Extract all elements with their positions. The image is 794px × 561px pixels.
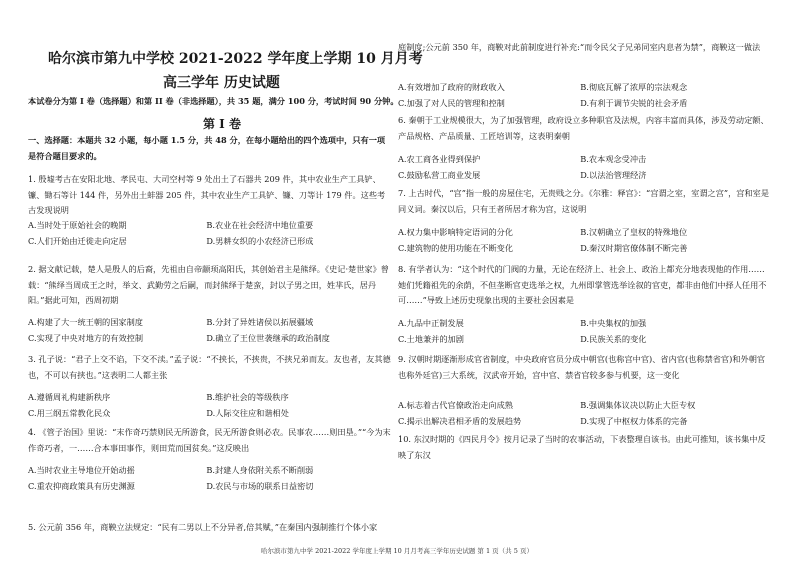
question-7-options (398, 225, 770, 256)
option: D.男耕女织的小农经济已形成 (206, 235, 314, 246)
option: A.当时处于原始社会的晚期 (28, 220, 127, 230)
option: D.农民与市场的联系日益密切 (206, 480, 314, 491)
question-5-options (398, 80, 770, 111)
option: D.人际交往应和谐相处 (206, 407, 289, 418)
option: D.秦汉时期官僚体制不断完善 (580, 242, 688, 253)
option: B.分封了异姓诸侯以拓展疆域 (206, 317, 314, 327)
option: D.以法治管理经济 (580, 169, 647, 180)
question-9: 9. 汉朝时期逐渐形成官省制度，中央政府官员分成中朝官(也称宫中官)、省内官(也称禁省官)和外朝官也称外廷官)三大系统，汉武帝开始，宫中官、禁省官较多参与机要，这一变化 (398, 354, 766, 380)
page-footer: 哈尔滨市第九中学 2021-2022 学年度上学期 10 月月考高三学年历史试题 第 1 页（共 5 页） (261, 547, 533, 555)
option: B.中央集权的加强 (580, 318, 647, 328)
option: C.用三纲五常教化民众 (28, 407, 111, 418)
question-8-options (398, 316, 770, 347)
question-10: 10. 东汉时期的《四民月令》按月记录了当时的农事活动，下表整理自该书。由此可推知，该书集中反映了东汉 (398, 434, 766, 460)
option: B.农本观念受冲击 (580, 154, 647, 164)
option: C.实现了中央对地方的有效控制 (28, 332, 144, 343)
question-2: 2. 据文献记载，楚人是殷人的后裔，先祖由自帝颛顼高阳氏，其创始君主是熊绎。《史记·楚世家》曾载：“熊绎当周成王之时，举文、武勤劳之后嗣，而封熊绎于楚蛮，封以子男之田，姓芈氏，居丹阳。”据此可知，西周初期 (28, 264, 389, 306)
option: C.人们开始由迁徙走向定居 (28, 235, 127, 246)
question-6-options (398, 152, 770, 183)
question-1-options (28, 218, 392, 249)
question-9-options (398, 398, 770, 429)
option: C.鼓励私营工商业发展 (398, 169, 481, 180)
question-2-options (28, 315, 392, 346)
option: C.加强了对人民的管理和控制 (398, 97, 505, 108)
section-title: 第 I 卷 (203, 117, 241, 131)
option: B.强调集体议决以防止大臣专权 (580, 400, 696, 410)
option: C.揭示出解决君相矛盾的发展趋势 (398, 415, 522, 426)
option: A.遵循周礼构建新秩序 (28, 392, 111, 402)
option: A.九品中正制发展 (398, 318, 464, 328)
option: B.维护社会的等级秩序 (206, 392, 289, 402)
option: D.确立了王位世袭继承的政治制度 (206, 332, 330, 343)
option: D.有利于调节尖锐的社会矛盾 (580, 97, 688, 108)
option: C.建筑物的使用功能在不断变化 (398, 242, 514, 253)
option: C.土地兼并的加剧 (398, 333, 464, 344)
option: D.民族关系的变化 (580, 333, 647, 344)
exam-note: 本试卷分为第 I 卷（选择题）和第 II 卷（非选择题），共 35 题，满分 100 分，考试时间 90 分钟。 (28, 96, 399, 106)
instructions: 一、选择题：本题共 32 小题，每小题 1.5 分，共 48 分，在每小题给出的四个选项中，只有一项是符合题目要求的。 (28, 135, 386, 161)
option: B.汉朝确立了皇权的特殊地位 (580, 227, 688, 237)
question-5-continuation: 庭制度;公元前 350 年，商鞅对此前制度进行补充:“而令民父子兄弟同室内息者为禁”，商鞅这一做法 (398, 42, 761, 52)
option: A.农工商各业得到保护 (398, 154, 481, 164)
question-3: 3. 孔子说：“君子上交不谄，下交不渎。”孟子说：“不挟长，不挟贵，不挟兄弟而友。友也者，友其德也，不可以有挟也。”这表明二人都主张 (28, 354, 391, 380)
question-4-options (28, 463, 392, 494)
question-1: 1. 殷墟考古在安阳北地、孝民屯、大司空村等 9 处出土了石器共 209 件，其中农业生产工具铲、镰、锄石等计 144 件，另外出土蚌器 205 件，其中农业生产工具铲、镰、刀等计 179 件。这些考古发现说明 (28, 174, 386, 216)
question-8: 8. 有学者认为：“这个时代的门阀的力量，无论在经济上、社会上、政治上都充分地表现他的作用……她们凭籍祖先的余荫，不但垄断官吏选举之权，九州即掌管选举诠叙的官吏，都非由他们中择人任用不可……”导致上述历史现象出现的主要社会因素是 (398, 264, 767, 306)
exam-subtitle: 高三学年 历史试题 (163, 75, 280, 91)
question-7: 7. 上古时代，“宫”指一般的房屋住宅，无贵贱之分。《尔雅：释宫》：“宫谓之室，室谓之宫”，宫和室是同义词。秦汉以后，只有王者所居才称为宫，这说明 (398, 188, 770, 214)
option: B.农业在社会经济中地位重要 (206, 220, 314, 230)
question-5-start: 5. 公元前 356 年，商鞅立法规定：“民有二男以上不分异者,倍其赋，”在秦国内强制推行个体小家 (28, 522, 378, 532)
question-6: 6. 秦朝于工业规模很大，为了加强管理，政府设立多种职官及法规，内容丰富而具体，涉及劳动定额、产品规格、产品质量、工匠培训等，这表明秦朝 (398, 115, 769, 141)
option: B.封建人身依附关系不断削弱 (206, 465, 314, 475)
option: C.重农抑商政策具有历史渊源 (28, 480, 135, 491)
option: A.构建了大一统王朝的国家制度 (28, 317, 143, 327)
question-3-options (28, 390, 392, 421)
question-4: 4. 《管子治国》里说：“末作奇巧禁则民无所游食，民无所游食则必农。民事农……则田垦。”“今为末作奇巧者，一……合本事田事作，则田荒而国贫矣。”这反映出 (28, 427, 391, 453)
option: A.有效增加了政府的财政收入 (398, 82, 505, 92)
option: B.彻底瓦解了浓厚的宗法观念 (580, 82, 688, 92)
school-title: 哈尔滨市第九中学校 2021-2022 学年度上学期 10 月月考 (48, 51, 423, 67)
option: D.实现了中枢权力体系的完备 (580, 415, 688, 426)
option: A.权力集中影响特定语词的分化 (398, 227, 513, 237)
option: A.当时农业主导地位开始动摇 (28, 465, 135, 475)
option: A.标志着古代官僚政治走向成熟 (398, 400, 513, 410)
